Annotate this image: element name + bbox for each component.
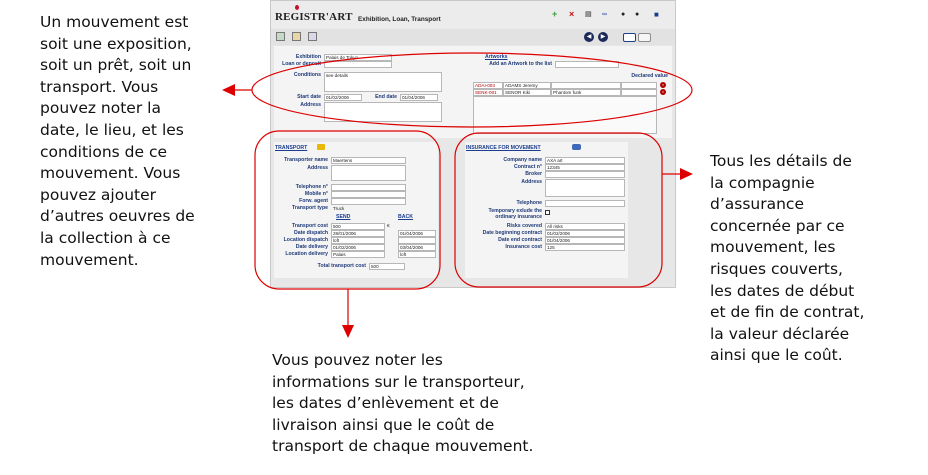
broker-label: Broker [525, 171, 542, 177]
artwork-artist: ADAMS Jeremy [503, 82, 551, 89]
transport-type-value[interactable]: Truck [333, 206, 345, 211]
contract-label: Contract n° [513, 164, 542, 170]
date-beginning-field[interactable]: 01/02/2006 [545, 230, 625, 237]
help-icon[interactable]: ● [635, 11, 640, 18]
risks-covered-label: Risks covered [506, 223, 542, 229]
remove-artwork-icon[interactable]: × [661, 82, 665, 87]
date-end-field[interactable]: 01/04/2006 [545, 237, 625, 244]
contract-field[interactable]: 12345 [545, 164, 625, 171]
date-dispatch-back-field[interactable]: 01/04/2006 [398, 230, 436, 237]
back-column-title: BACK [398, 214, 413, 220]
binoculars-icon[interactable]: ∞ [602, 11, 607, 18]
add-artwork-label: Add an Artwork to the list [489, 61, 552, 67]
insurance-cost-field[interactable]: 125 [545, 244, 625, 251]
info-icon[interactable]: ● [621, 11, 626, 18]
transporter-name-field[interactable]: Maertens [331, 157, 406, 164]
declared-value-label: Declared value [631, 73, 668, 79]
artwork-code: ADAI-003 [473, 82, 503, 89]
date-dispatch-label: Date dispatch [293, 230, 328, 236]
telephone-label: Telephone n° [295, 184, 328, 190]
location-dispatch-send-field[interactable]: loft [331, 237, 385, 244]
remove-artwork-icon[interactable]: × [661, 89, 665, 94]
transport-type-label: Transport type [291, 205, 328, 211]
delete-record-icon[interactable]: × [569, 9, 575, 19]
transport-callout-outline [255, 131, 440, 289]
end-date-field[interactable]: 01/04/2006 [400, 94, 438, 101]
print-icon[interactable]: ▤ [585, 11, 592, 18]
add-record-icon[interactable]: + [552, 9, 558, 19]
end-date-label: End date [375, 94, 397, 100]
location-delivery-send-field[interactable]: Palais [331, 251, 385, 258]
address-label: Address [300, 102, 321, 108]
date-delivery-send-field[interactable]: 01/02/2006 [331, 244, 385, 251]
exhibition-field[interactable]: Palais de Tokyo [324, 54, 392, 61]
loan-label: Loan or deposit [282, 61, 321, 67]
app-logo: REGISTR'ART [275, 11, 353, 23]
start-date-field[interactable]: 01/02/2006 [324, 94, 362, 101]
left-arrow-head [222, 84, 235, 96]
transporter-name-label: Transporter name [284, 157, 328, 163]
temporary-exclude-label: Temporary exlude the ordinary insurance [488, 208, 542, 220]
insurance-cost-label: Insurance cost [505, 244, 542, 250]
previous-record-icon[interactable]: ◀ [584, 32, 594, 42]
annotation-left: Un mouvement est soit une exposition, soit un prêt, soit un transport. Vous pouvez noter la date, le lieu, et les conditions de ce mouvement. Vous pouvez ajouter d’autres oeuvres de la collection à ce mouvement. [40, 13, 195, 269]
transport-address-label: Address [307, 165, 328, 171]
annotation-right: Tous les détails de la compagnie d’assurance concernée par ce mouvement, les risques couverts, les dates de début et de fin de contrat, la valeur déclarée ainsi que le coût. [710, 152, 865, 365]
insurance-telephone-label: Telephone [516, 200, 542, 206]
date-beginning-label: Date beginning contract [482, 230, 542, 236]
currency-label: € [387, 223, 390, 228]
movement-callout-ellipse [252, 53, 692, 127]
bottom-arrow-head [342, 325, 354, 338]
insurance-callout-outline [455, 133, 662, 287]
date-dispatch-send-field[interactable]: 28/01/2006 [331, 230, 385, 237]
risks-covered-field[interactable]: All risks [545, 223, 625, 230]
artwork-title: Phantom funk [551, 89, 621, 96]
insurance-title: INSURANCE FOR MOVEMENT [466, 145, 541, 151]
total-transport-cost-label: Total transport cost [317, 263, 366, 269]
company-name-label: Company name [503, 157, 542, 163]
date-end-label: Date end contract [498, 237, 542, 243]
conditions-label: Conditions [293, 72, 321, 78]
transport-title: TRANSPORT [275, 145, 308, 151]
company-name-field[interactable]: AXA art [545, 157, 625, 164]
window-title: Exhibition, Loan, Transport [358, 16, 441, 23]
conditions-field[interactable]: see details [324, 72, 442, 92]
insurance-address-label: Address [521, 179, 542, 185]
artworks-title: Artworks [485, 54, 508, 60]
date-delivery-label: Date delivery [295, 244, 328, 250]
mobile-label: Mobile n° [304, 191, 328, 197]
location-dispatch-label: Location dispatch [283, 237, 328, 243]
annotation-bottom: Vous pouvez noter les informations sur le transporteur, les dates d’enlèvement et de livraison ainsi que le coût de transport de chaque mouvement. [272, 351, 534, 456]
next-record-icon[interactable]: ▶ [598, 32, 608, 42]
total-transport-cost-field: 500 [369, 263, 405, 270]
artwork-artist: SENOR Kiki [503, 89, 551, 96]
transport-cost-send-field[interactable]: 500 [331, 223, 385, 230]
close-window-icon[interactable]: ■ [654, 10, 659, 19]
forw-agent-label: Forw. agent [299, 198, 328, 204]
start-date-label: Start date [297, 94, 321, 100]
location-delivery-label: Location delivery [285, 251, 328, 257]
transport-cost-label: Transport cost [291, 223, 328, 229]
send-column-title: SEND [336, 214, 351, 220]
date-delivery-back-field[interactable]: 03/04/2006 [398, 244, 436, 251]
artwork-code: SENK-001 [473, 89, 503, 96]
exhibition-label: Exhibition [295, 54, 321, 60]
right-arrow-head [680, 168, 693, 180]
location-delivery-back-field[interactable]: loft [398, 251, 436, 258]
